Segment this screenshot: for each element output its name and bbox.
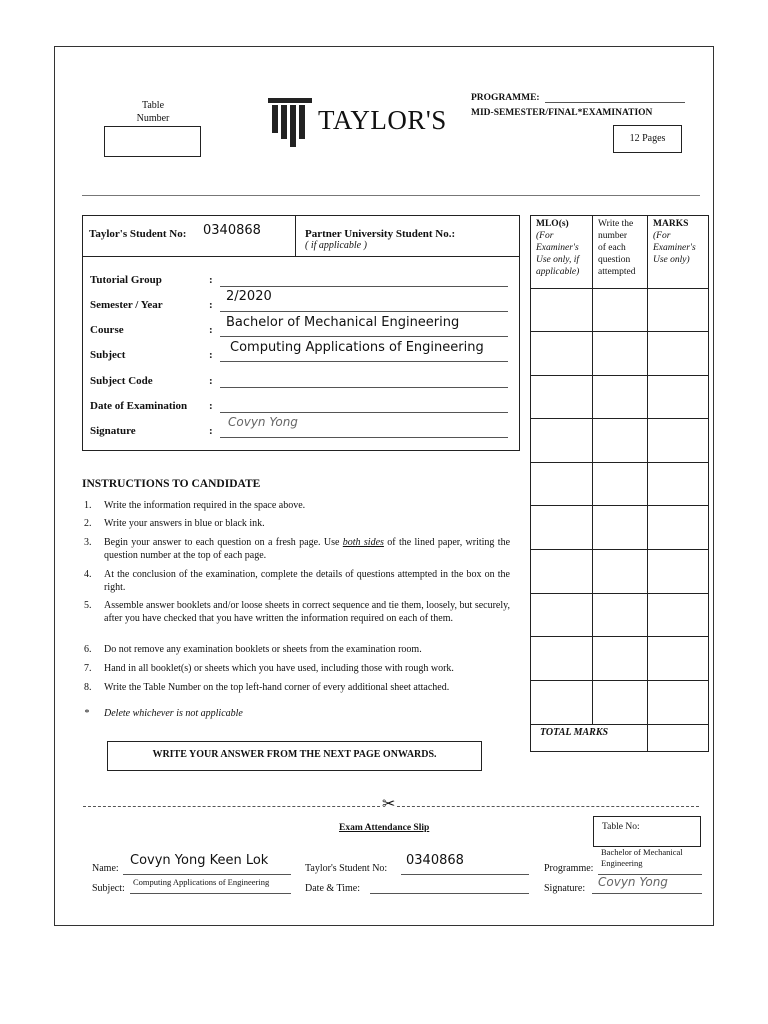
field-colon: : [209,349,213,361]
answer-notice-box [107,741,482,771]
field-label: Subject [90,349,126,361]
mlo-title: MLO(s) [536,219,569,229]
mlo-line: Use only, if [536,255,580,265]
instruction-text: Do not remove any examination booklets or sheets from the examination room. [104,644,422,655]
instruction-number: 7. [84,663,92,674]
partner-if-applicable: ( if applicable ) [305,240,367,251]
instruction-number: 5. [84,600,92,611]
field-value[interactable]: 2/2020 [226,289,272,304]
programme-label: PROGRAMME: [471,93,540,103]
marks-table [530,215,709,752]
instruction-text: Assemble answer booklets and/or loose sheets in correct sequence and tie them, loosely, but securely, after you have checked that you have written the information required on each of them. [104,600,510,624]
field-label: Semester / Year [90,299,163,311]
note-text: Delete whichever is not applicable [104,708,243,719]
note-star: * [84,708,89,719]
marks-col-divider-1 [592,215,593,724]
marks-table-border [530,215,709,752]
marks-row-line [530,636,709,637]
programme-line[interactable] [545,102,685,103]
field-line[interactable] [220,412,508,413]
partner-student-no-label: Partner University Student No.: [305,228,456,240]
marks-row-line [530,680,709,681]
slip-table-no-box[interactable] [593,816,701,847]
slip-date-label: Date & Time: [305,883,361,894]
slip-student-no-line[interactable] [401,874,529,875]
instruction-text [104,537,510,562]
field-label: Date of Examination [90,400,188,412]
instruction-number: 3. [84,537,92,548]
table-number-box[interactable] [104,126,201,157]
signature-value[interactable]: Covyn Yong [228,415,298,429]
instruction-text: Write the information required in the space above. [104,500,306,511]
table-label-line1: Table [141,100,165,111]
slip-signature-value[interactable]: Covyn Yong [598,875,668,889]
question-line: number [598,231,628,241]
instruction-text-part: Begin your answer to each question on a fresh page. Use [104,537,343,548]
field-label: Course [90,324,124,336]
marks-row-line [530,549,709,550]
marks-row-line [530,375,709,376]
field-label: Signature [90,425,136,437]
student-no-value[interactable]: 0340868 [203,223,261,238]
instruction-number: 6. [84,644,92,655]
slip-name-label: Name: [92,863,119,874]
instruction-text: Hand in all booklet(s) or sheets which you have used, including those with rough work. [104,663,454,674]
field-colon: : [209,274,213,286]
slip-subject-value[interactable]: Computing Applications of Engineering [133,877,270,887]
total-marks-label: TOTAL MARKS [540,727,609,738]
slip-subject-line[interactable] [130,893,291,894]
field-colon: : [209,299,213,311]
field-colon: : [209,425,213,437]
instruction-text: Write your answers in blue or black ink. [104,518,265,529]
student-box-divider [82,256,520,257]
question-line: attempted [598,267,636,277]
marks-col-divider-2 [647,215,648,752]
question-line: of each [598,243,626,253]
field-colon: : [209,375,213,387]
slip-subject-label: Subject: [92,883,125,894]
question-line: Write the [598,219,634,229]
slip-programme-value[interactable]: Bachelor of Mechanical Engineering [601,847,683,868]
marks-row-line [530,593,709,594]
field-line[interactable] [220,361,508,362]
field-line[interactable] [220,286,508,287]
marks-line: Use only) [653,255,690,265]
mlo-header [536,218,592,278]
instruction-number: 2. [84,518,92,529]
taylors-logo-text: TAYLOR'S [318,105,447,135]
instruction-number: 4. [84,569,92,580]
table-number-label [128,99,178,125]
instructions-title: INSTRUCTIONS TO CANDIDATE [82,478,261,490]
slip-date-line[interactable] [370,893,529,894]
field-colon: : [209,324,213,336]
slip-signature-label: Signature: [544,883,586,894]
marks-header [653,218,709,266]
slip-signature-line[interactable] [592,893,702,894]
pages-count: 12 Pages [629,133,666,144]
taylors-logo-icon [268,96,314,148]
header-divider [82,195,700,196]
slip-name-value[interactable]: Covyn Yong Keen Lok [130,853,269,868]
question-header [598,218,648,278]
slip-name-line[interactable] [123,874,291,875]
marks-line: (For [653,231,671,241]
marks-line: Examiner's [653,243,696,253]
instruction-text: Write the Table Number on the top left-hand corner of every additional sheet attached. [104,682,450,693]
field-line[interactable] [220,437,508,438]
field-line[interactable] [220,311,508,312]
field-line[interactable] [220,387,508,388]
pages-box [613,125,682,153]
slip-student-no-label: Taylor's Student No: [305,863,388,874]
marks-row-line [530,331,709,332]
instruction-number: 8. [84,682,92,693]
field-label: Tutorial Group [90,274,162,286]
student-details-box [82,215,520,451]
field-line[interactable] [220,336,508,337]
slip-student-no-value[interactable]: 0340868 [406,853,464,868]
mlo-line: (For [536,231,554,241]
instructions-list [84,500,510,725]
student-box-vdivider [295,215,296,256]
instruction-number: 1. [84,500,92,511]
question-line: question [598,255,631,265]
marks-title: MARKS [653,219,689,229]
field-value[interactable]: Computing Applications of Engineering [230,340,484,355]
slip-programme-label: Programme: [544,863,594,874]
marks-row-line [530,288,709,289]
marks-row-line [530,462,709,463]
scissors-icon: ✂ [382,794,396,813]
field-label: Subject Code [90,375,153,387]
instruction-text: At the conclusion of the examination, complete the details of questions attempted in the box on the right. [104,569,510,593]
answer-notice: WRITE YOUR ANSWER FROM THE NEXT PAGE ONWARDS. [152,749,437,760]
mlo-line: Examiner's [536,243,579,253]
exam-type: MID-SEMESTER/FINAL*EXAMINATION [471,108,653,118]
instruction-emphasis: both sides [342,537,384,548]
student-no-label: Taylor's Student No: [89,228,187,240]
slip-title: Exam Attendance Slip [339,823,430,833]
marks-row-line [530,724,709,725]
marks-row-line [530,418,709,419]
mlo-line: applicable) [536,267,580,277]
field-value[interactable]: Bachelor of Mechanical Engineering [226,315,460,330]
field-colon: : [209,400,213,412]
slip-table-no-label: Table No: [602,822,640,832]
instruction-text-part: of the lined paper, writing the question number at the top of each page. [104,537,511,561]
marks-row-line [530,505,709,506]
table-label-line2: Number [136,113,170,124]
